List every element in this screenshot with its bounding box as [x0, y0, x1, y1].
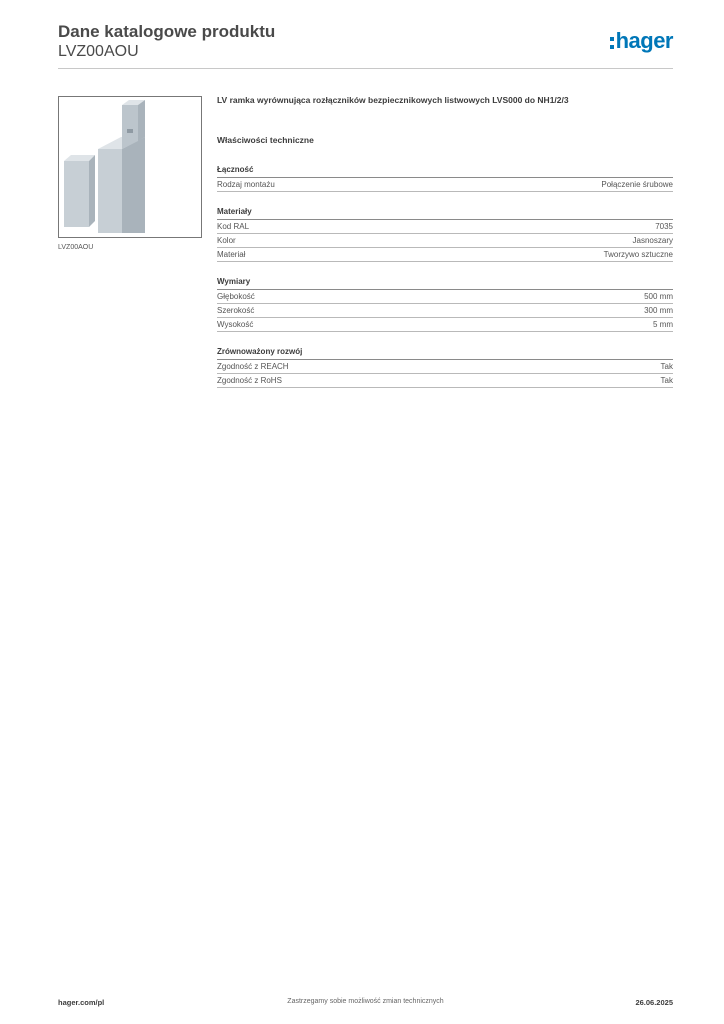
- section-dimensions: [217, 276, 673, 332]
- spec-label: Kolor: [217, 236, 236, 245]
- spec-row: [217, 248, 673, 262]
- spec-value: Tworzywo sztuczne: [603, 250, 673, 259]
- section-materials: [217, 206, 673, 262]
- product-details: [217, 94, 673, 388]
- spec-row: [217, 360, 673, 374]
- product-code: LVZ00AOU: [58, 43, 139, 60]
- footer-date: 26.06.2025: [635, 998, 673, 1007]
- page-title: Dane katalogowe produktu: [58, 22, 276, 41]
- footer-disclaimer: Zastrzegamy sobie możliwość zmian technicznych: [287, 998, 444, 1005]
- footer-website-link[interactable]: hager.com/pl: [58, 998, 105, 1007]
- spec-row: [217, 178, 673, 192]
- spec-value: Tak: [660, 376, 673, 385]
- logo-text: hager: [615, 28, 673, 53]
- section-sustainability: [217, 346, 673, 388]
- spec-label: Szerokość: [217, 306, 255, 315]
- product-image: [58, 96, 202, 238]
- spec-label: Materiał: [217, 250, 246, 259]
- section-connectivity: [217, 164, 673, 192]
- spec-value: 500 mm: [644, 292, 673, 301]
- spec-label: Zgodność z REACH: [217, 362, 289, 371]
- spec-value: 5 mm: [653, 320, 673, 329]
- page-header: [58, 22, 673, 62]
- spec-value: Tak: [660, 362, 673, 371]
- product-description: LV ramka wyrównująca rozłączników bezpiecznikowych listwowych LVS000 do NH1/2/3: [217, 95, 569, 105]
- section-title: Zrównoważony rozwój: [217, 346, 673, 360]
- spec-label: Rodzaj montażu: [217, 180, 275, 189]
- spec-label: Zgodność z RoHS: [217, 376, 282, 385]
- spec-row: [217, 374, 673, 388]
- spec-value: 300 mm: [644, 306, 673, 315]
- spec-label: Głębokość: [217, 292, 255, 301]
- spec-label: Kod RAL: [217, 222, 250, 231]
- properties-heading: Właściwości techniczne: [217, 135, 314, 145]
- spec-row: [217, 220, 673, 234]
- spec-row: [217, 304, 673, 318]
- section-title: Łączność: [217, 164, 673, 178]
- spec-row: [217, 234, 673, 248]
- spec-value: 7035: [655, 222, 673, 231]
- logo-colon-icon: [610, 37, 614, 49]
- spec-row: [217, 318, 673, 332]
- spec-row: [217, 290, 673, 304]
- spec-value: Połączenie śrubowe: [601, 180, 673, 189]
- spec-value: Jasnoszary: [632, 236, 673, 245]
- hager-logo: [610, 29, 673, 53]
- image-caption: LVZ00AOU: [58, 244, 94, 251]
- section-title: Wymiary: [217, 276, 673, 290]
- section-title: Materiały: [217, 206, 673, 220]
- spec-label: Wysokość: [217, 320, 254, 329]
- header-divider: [58, 68, 673, 69]
- product-illustration-icon: [59, 97, 201, 237]
